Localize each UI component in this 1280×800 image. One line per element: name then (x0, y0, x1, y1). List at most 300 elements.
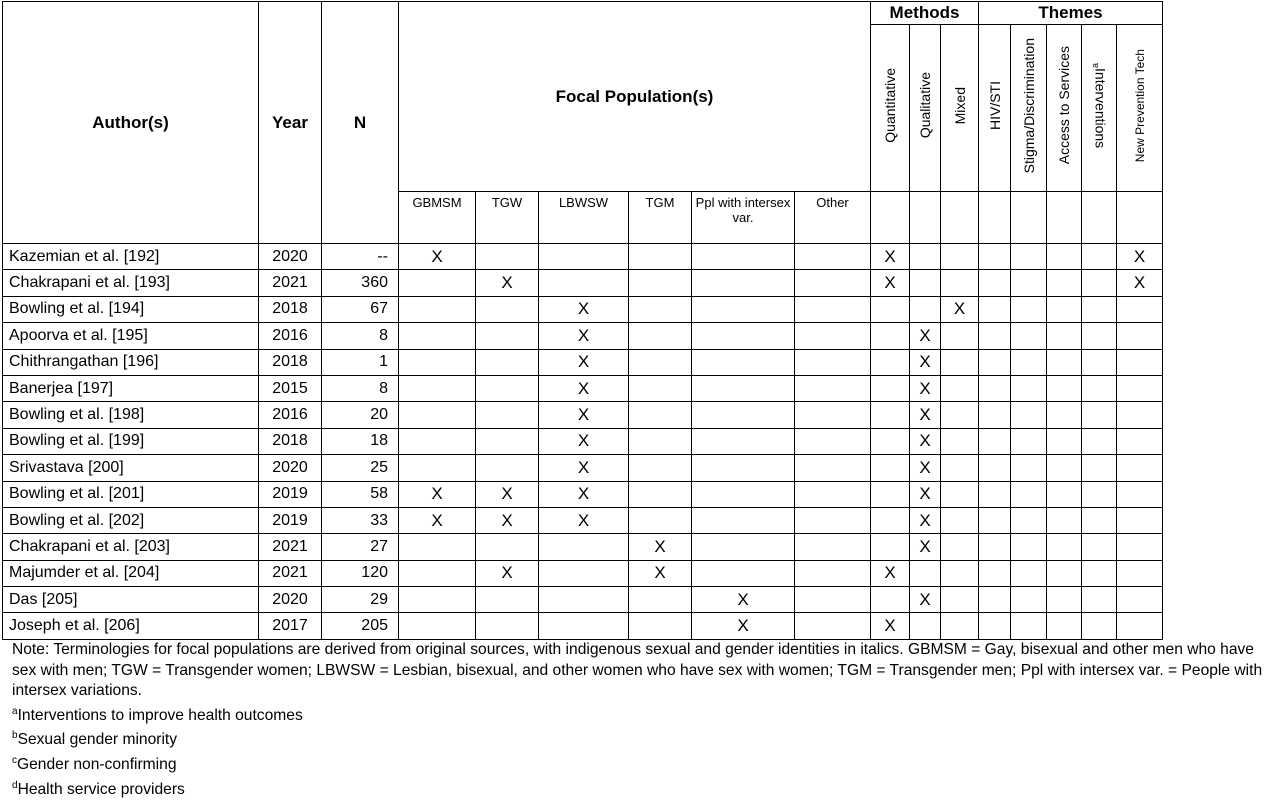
x-mark-cell: X (910, 481, 941, 507)
year-cell: 2019 (259, 507, 322, 533)
empty-cell (1117, 375, 1163, 401)
x-mark-cell: X (871, 270, 910, 296)
author-cell: Srivastava [200] (3, 455, 259, 481)
empty-cell (1082, 507, 1117, 533)
empty-cell (692, 270, 795, 296)
n-cell: -- (322, 244, 399, 270)
subheader-lbwsw: LBWSW (539, 192, 629, 244)
empty-cell (1047, 323, 1082, 349)
empty-cell (1082, 481, 1117, 507)
empty-cell (979, 244, 1011, 270)
empty-cell (1011, 323, 1047, 349)
x-mark-cell: X (910, 323, 941, 349)
table-notes (12, 640, 1280, 800)
empty-cell (795, 428, 871, 454)
empty-cell (539, 534, 629, 560)
empty-cell (539, 560, 629, 586)
table-row (3, 375, 1163, 401)
x-mark-cell: X (871, 244, 910, 270)
empty-cell (629, 323, 692, 349)
empty-cell (629, 428, 692, 454)
n-cell: 27 (322, 534, 399, 560)
empty-cell (871, 349, 910, 375)
author-cell: Das [205] (3, 587, 259, 613)
table-row (3, 455, 1163, 481)
footnotes (12, 702, 1280, 800)
empty-cell (910, 270, 941, 296)
x-mark-cell: X (399, 507, 476, 533)
header-new-prevention-tech: New Prevention Tech (1117, 25, 1163, 192)
table-row (3, 534, 1163, 560)
empty-cell (399, 402, 476, 428)
empty-cell (1082, 455, 1117, 481)
header-interventions: Interventions$^a$ (1082, 25, 1117, 192)
empty-cell (871, 428, 910, 454)
empty-cell (979, 507, 1011, 533)
empty-cell (1011, 534, 1047, 560)
empty-cell (476, 244, 539, 270)
table-row (3, 244, 1163, 270)
x-mark-cell: X (910, 455, 941, 481)
x-mark-cell: X (910, 402, 941, 428)
empty-cell (629, 244, 692, 270)
x-mark-cell: X (629, 534, 692, 560)
empty-cell (795, 323, 871, 349)
x-mark-cell: X (399, 481, 476, 507)
empty-cell (476, 349, 539, 375)
header-n: N (322, 2, 399, 244)
empty-cell (1047, 613, 1082, 639)
header-themes: Themes (979, 2, 1163, 25)
empty-cell (1047, 244, 1082, 270)
n-cell: 120 (322, 560, 399, 586)
author-cell: Joseph et al. [206] (3, 613, 259, 639)
year-cell: 2020 (259, 244, 322, 270)
empty-cell (871, 481, 910, 507)
empty-cell (1117, 323, 1163, 349)
empty-cell (1117, 507, 1163, 533)
empty-cell (1047, 507, 1082, 533)
empty-cell (1047, 428, 1082, 454)
empty-cell (941, 455, 979, 481)
empty-cell (1011, 244, 1047, 270)
empty-cell (399, 349, 476, 375)
empty-cell (910, 613, 941, 639)
x-mark-cell: X (539, 481, 629, 507)
empty-cell (1117, 613, 1163, 639)
footnote-mark: d (12, 780, 18, 791)
x-mark-cell: X (539, 296, 629, 322)
empty-cell (476, 402, 539, 428)
empty-cell (1082, 270, 1117, 296)
n-cell: 25 (322, 455, 399, 481)
year-cell: 2020 (259, 455, 322, 481)
empty-cell (399, 296, 476, 322)
author-cell: Majumder et al. [204] (3, 560, 259, 586)
empty-cell (941, 323, 979, 349)
n-cell: 33 (322, 507, 399, 533)
x-mark-cell: X (476, 481, 539, 507)
empty-cell (629, 375, 692, 401)
footnote-text: Health service providers (18, 781, 185, 798)
x-mark-cell: X (1117, 244, 1163, 270)
empty-cell (979, 375, 1011, 401)
empty-cell (979, 428, 1011, 454)
empty-cell (629, 270, 692, 296)
empty-cell (1011, 560, 1047, 586)
empty-cell (1117, 560, 1163, 586)
empty-cell (1117, 455, 1163, 481)
table-row (3, 428, 1163, 454)
empty-cell (795, 270, 871, 296)
empty-cell (795, 534, 871, 560)
studies-table (2, 1, 1163, 640)
empty-cell (1082, 192, 1117, 244)
author-cell: Banerjea [197] (3, 375, 259, 401)
author-cell: Bowling et al. [198] (3, 402, 259, 428)
empty-cell (979, 192, 1011, 244)
empty-cell (871, 192, 910, 244)
footnote (12, 776, 1280, 800)
author-cell: Chithrangathan [196] (3, 349, 259, 375)
empty-cell (1011, 613, 1047, 639)
footnote (12, 726, 1280, 751)
empty-cell (1011, 296, 1047, 322)
empty-cell (1047, 455, 1082, 481)
footnote-mark: c (12, 755, 17, 766)
empty-cell (692, 402, 795, 428)
empty-cell (629, 296, 692, 322)
x-mark-cell: X (539, 455, 629, 481)
n-cell: 1 (322, 349, 399, 375)
empty-cell (979, 402, 1011, 428)
empty-cell (910, 244, 941, 270)
empty-cell (1011, 375, 1047, 401)
empty-cell (476, 323, 539, 349)
empty-cell (1082, 349, 1117, 375)
empty-cell (629, 455, 692, 481)
empty-cell (399, 455, 476, 481)
empty-cell (871, 534, 910, 560)
empty-cell (1047, 402, 1082, 428)
empty-cell (1117, 428, 1163, 454)
subheader-tgw: TGW (476, 192, 539, 244)
empty-cell (476, 296, 539, 322)
empty-cell (1047, 587, 1082, 613)
author-cell: Chakrapani et al. [193] (3, 270, 259, 296)
x-mark-cell: X (910, 349, 941, 375)
empty-cell (979, 270, 1011, 296)
empty-cell (941, 507, 979, 533)
empty-cell (1047, 270, 1082, 296)
empty-cell (692, 375, 795, 401)
empty-cell (871, 507, 910, 533)
subheader-intersex: Ppl with intersex var. (692, 192, 795, 244)
empty-cell (941, 402, 979, 428)
year-cell: 2016 (259, 402, 322, 428)
author-cell: Bowling et al. [201] (3, 481, 259, 507)
empty-cell (539, 587, 629, 613)
empty-cell (979, 560, 1011, 586)
footnote-mark: a (12, 706, 18, 717)
author-cell: Apoorva et al. [195] (3, 323, 259, 349)
year-cell: 2021 (259, 560, 322, 586)
year-cell: 2018 (259, 349, 322, 375)
year-cell: 2017 (259, 613, 322, 639)
empty-cell (1117, 402, 1163, 428)
n-cell: 8 (322, 323, 399, 349)
empty-cell (979, 534, 1011, 560)
empty-cell (871, 402, 910, 428)
year-cell: 2021 (259, 534, 322, 560)
empty-cell (629, 587, 692, 613)
empty-cell (941, 560, 979, 586)
subheader-other: Other (795, 192, 871, 244)
empty-cell (1117, 349, 1163, 375)
table-row (3, 270, 1163, 296)
author-cell: Chakrapani et al. [203] (3, 534, 259, 560)
empty-cell (692, 507, 795, 533)
empty-cell (692, 455, 795, 481)
table-row (3, 481, 1163, 507)
empty-cell (692, 323, 795, 349)
empty-cell (871, 455, 910, 481)
year-cell: 2021 (259, 270, 322, 296)
empty-cell (910, 192, 941, 244)
empty-cell (941, 428, 979, 454)
empty-cell (399, 323, 476, 349)
empty-cell (1082, 402, 1117, 428)
empty-cell (1011, 481, 1047, 507)
empty-cell (941, 375, 979, 401)
x-mark-cell: X (692, 613, 795, 639)
empty-cell (1047, 560, 1082, 586)
author-cell: Bowling et al. [199] (3, 428, 259, 454)
footnote (12, 751, 1280, 776)
header-qualitative: Qualitative (910, 25, 941, 192)
empty-cell (629, 481, 692, 507)
header-hiv-sti: HIV/STI (979, 25, 1011, 192)
header-quantitative: Quantitative (871, 25, 910, 192)
table-row (3, 349, 1163, 375)
empty-cell (476, 613, 539, 639)
empty-cell (399, 428, 476, 454)
year-cell: 2018 (259, 296, 322, 322)
empty-cell (795, 375, 871, 401)
empty-cell (1117, 296, 1163, 322)
footnote-text: Sexual gender minority (18, 731, 178, 748)
empty-cell (979, 455, 1011, 481)
author-cell: Kazemian et al. [192] (3, 244, 259, 270)
empty-cell (629, 349, 692, 375)
empty-cell (1082, 560, 1117, 586)
empty-cell (871, 296, 910, 322)
empty-cell (476, 428, 539, 454)
n-cell: 360 (322, 270, 399, 296)
empty-cell (399, 270, 476, 296)
empty-cell (1011, 428, 1047, 454)
empty-cell (476, 534, 539, 560)
empty-cell (1011, 402, 1047, 428)
empty-cell (476, 587, 539, 613)
empty-cell (1082, 613, 1117, 639)
header-access: Access to Services (1047, 25, 1082, 192)
n-cell: 58 (322, 481, 399, 507)
x-mark-cell: X (910, 507, 941, 533)
empty-cell (692, 560, 795, 586)
x-mark-cell: X (539, 402, 629, 428)
empty-cell (871, 375, 910, 401)
empty-cell (1117, 534, 1163, 560)
empty-cell (629, 507, 692, 533)
x-mark-cell: X (539, 507, 629, 533)
n-cell: 205 (322, 613, 399, 639)
empty-cell (941, 244, 979, 270)
empty-cell (539, 270, 629, 296)
footnote (12, 702, 1280, 727)
x-mark-cell: X (399, 244, 476, 270)
empty-cell (1047, 375, 1082, 401)
empty-cell (476, 455, 539, 481)
table-row (3, 613, 1163, 639)
table-body (3, 244, 1163, 640)
empty-cell (871, 587, 910, 613)
empty-cell (1011, 455, 1047, 481)
n-cell: 67 (322, 296, 399, 322)
empty-cell (1047, 481, 1082, 507)
empty-cell (1117, 192, 1163, 244)
table-row (3, 507, 1163, 533)
empty-cell (795, 349, 871, 375)
empty-cell (399, 375, 476, 401)
empty-cell (941, 587, 979, 613)
empty-cell (979, 349, 1011, 375)
empty-cell (795, 244, 871, 270)
empty-cell (795, 455, 871, 481)
empty-cell (692, 244, 795, 270)
x-mark-cell: X (692, 587, 795, 613)
empty-cell (1082, 323, 1117, 349)
footnote-text: Interventions to improve health outcomes (18, 707, 303, 724)
empty-cell (539, 244, 629, 270)
x-mark-cell: X (476, 507, 539, 533)
x-mark-cell: X (910, 534, 941, 560)
empty-cell (910, 296, 941, 322)
empty-cell (1011, 587, 1047, 613)
empty-cell (399, 613, 476, 639)
empty-cell (979, 481, 1011, 507)
empty-cell (1011, 270, 1047, 296)
year-cell: 2020 (259, 587, 322, 613)
n-cell: 29 (322, 587, 399, 613)
empty-cell (692, 481, 795, 507)
empty-cell (1047, 534, 1082, 560)
empty-cell (629, 613, 692, 639)
x-mark-cell: X (476, 560, 539, 586)
empty-cell (941, 613, 979, 639)
header-author: Author(s) (3, 2, 259, 244)
empty-cell (692, 349, 795, 375)
empty-cell (692, 534, 795, 560)
empty-cell (399, 587, 476, 613)
footnote-mark: b (12, 730, 18, 741)
empty-cell (941, 192, 979, 244)
empty-cell (476, 375, 539, 401)
empty-cell (795, 560, 871, 586)
n-cell: 20 (322, 402, 399, 428)
n-cell: 8 (322, 375, 399, 401)
author-cell: Bowling et al. [194] (3, 296, 259, 322)
x-mark-cell: X (539, 349, 629, 375)
x-mark-cell: X (910, 428, 941, 454)
empty-cell (539, 613, 629, 639)
empty-cell (692, 296, 795, 322)
subheader-gbmsm: GBMSM (399, 192, 476, 244)
empty-cell (941, 270, 979, 296)
header-methods: Methods (871, 2, 979, 25)
empty-cell (1082, 296, 1117, 322)
empty-cell (1117, 481, 1163, 507)
table-row (3, 296, 1163, 322)
empty-cell (795, 507, 871, 533)
subheader-tgm: TGM (629, 192, 692, 244)
header-mixed: Mixed (941, 25, 979, 192)
x-mark-cell: X (941, 296, 979, 322)
header-focal-population: Focal Population(s) (399, 2, 871, 192)
x-mark-cell: X (871, 613, 910, 639)
empty-cell (1047, 349, 1082, 375)
year-cell: 2018 (259, 428, 322, 454)
x-mark-cell: X (539, 375, 629, 401)
table-row (3, 323, 1163, 349)
empty-cell (1117, 587, 1163, 613)
empty-cell (1011, 349, 1047, 375)
empty-cell (1082, 534, 1117, 560)
note-main: Note: Terminologies for focal populations are derived from original sources, with indigenous sexual and gender identities in italics. GBMSM = Gay, bisexual and other men who have sex with men; TGW = Transgender women; LBWSW = Lesbian, bisexual, and other women who have sex with women; TGM = Transgender men; Ppl with intersex var. = People with intersex variations. (12, 640, 1280, 702)
header-stigma: Stigma/Discrimination (1011, 25, 1047, 192)
x-mark-cell: X (910, 375, 941, 401)
x-mark-cell: X (910, 587, 941, 613)
table-row (3, 587, 1163, 613)
empty-cell (941, 349, 979, 375)
table-row (3, 560, 1163, 586)
footnote-text: Gender non-confirming (17, 756, 177, 773)
empty-cell (910, 560, 941, 586)
table-row (3, 402, 1163, 428)
empty-cell (692, 428, 795, 454)
empty-cell (979, 587, 1011, 613)
empty-cell (979, 613, 1011, 639)
x-mark-cell: X (539, 428, 629, 454)
empty-cell (629, 402, 692, 428)
interventions-footnote-mark: a (1090, 63, 1100, 68)
empty-cell (795, 296, 871, 322)
empty-cell (795, 613, 871, 639)
empty-cell (795, 587, 871, 613)
empty-cell (1011, 192, 1047, 244)
year-cell: 2015 (259, 375, 322, 401)
empty-cell (1082, 375, 1117, 401)
empty-cell (1047, 296, 1082, 322)
empty-cell (1082, 587, 1117, 613)
empty-cell (1047, 192, 1082, 244)
year-cell: 2016 (259, 323, 322, 349)
empty-cell (1082, 428, 1117, 454)
x-mark-cell: X (1117, 270, 1163, 296)
empty-cell (1082, 244, 1117, 270)
x-mark-cell: X (871, 560, 910, 586)
x-mark-cell: X (476, 270, 539, 296)
